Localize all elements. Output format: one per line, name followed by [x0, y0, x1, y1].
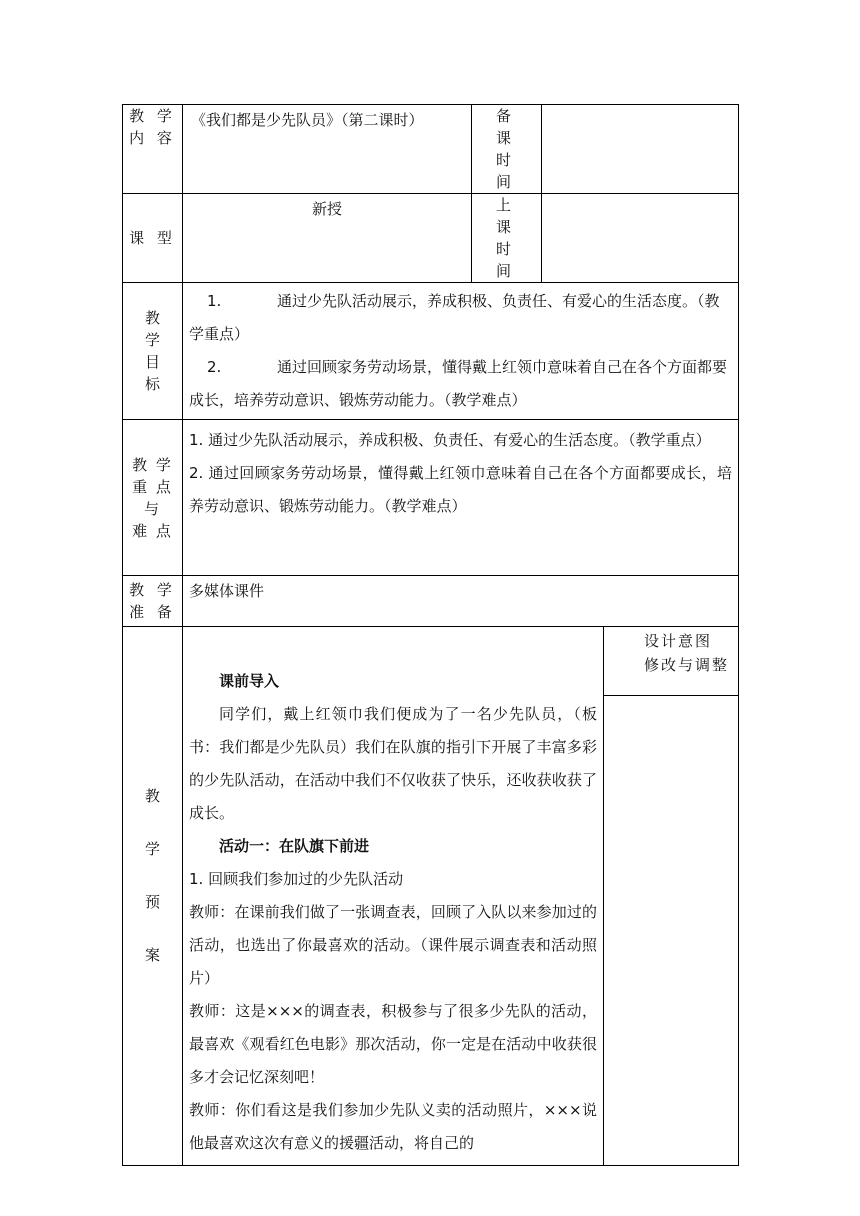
goal-text: 通过回顾家务劳动场景，懂得戴上红领巾意味着自己在各个方面都要成长，培养劳动意识、锻炼劳动能力。（教学难点）	[189, 358, 728, 409]
design-column	[604, 627, 739, 1166]
goals-label-char: 教	[144, 309, 160, 327]
dialogue-paragraph: 教师：在课前我们做了一张调查表，回顾了入队以来参加过的活动，也选出了你最喜欢的活动。（课件展示调查表和活动照片）	[189, 903, 597, 987]
goal-item	[189, 351, 732, 417]
key-points-body	[183, 420, 739, 576]
prep-value: 多媒体课件	[183, 576, 739, 627]
activity-heading: 活动一：在队旗下前进	[219, 837, 370, 855]
class-time-value	[542, 194, 739, 283]
key-points-label-line: 与	[143, 499, 161, 518]
row-goals	[123, 283, 739, 420]
content-value: 《我们都是少先队员》（第二课时）	[183, 105, 472, 194]
key-points-label-line: 教 学	[132, 455, 173, 474]
row-prep	[123, 576, 739, 627]
goal-number: 2.	[207, 358, 222, 376]
key-points-label-line: 难 点	[132, 521, 173, 540]
goals-label-char: 目	[144, 353, 160, 371]
goal-item	[189, 285, 732, 351]
plan-label-char: 预	[144, 893, 160, 911]
key-point-item: 1. 通过少先队活动展示，养成积极、负责任、有爱心的生活态度。（教学重点）	[189, 431, 711, 449]
type-label: 课 型	[123, 194, 183, 283]
goal-number: 1.	[207, 292, 222, 310]
plan-label	[123, 627, 183, 1166]
lesson-plan-table	[122, 104, 739, 1166]
plan-label-char: 教	[144, 787, 160, 805]
goal-text: 通过少先队活动展示，养成积极、负责任、有爱心的生活态度。（教学重点）	[189, 292, 720, 343]
row-type	[123, 194, 739, 283]
plan-label-char: 学	[144, 840, 160, 858]
prep-label: 教 学 准 备	[123, 576, 183, 627]
intro-text: 同学们，戴上红领巾我们便成为了一名少先队员，（板书：我们都是少先队员）我们在队旗的指引下开展了丰富多彩的少先队活动，在活动中我们不仅收获了快乐，还收获收获了成长。	[189, 705, 597, 822]
intro-heading: 课前导入	[219, 672, 280, 690]
dialogue-paragraph: 教师：你们看这是我们参加少先队义卖的活动照片，×××说他最喜欢这次有意义的援疆活动，将自己的	[189, 1101, 597, 1152]
goals-label	[123, 283, 183, 420]
plan-label-char: 案	[144, 946, 160, 964]
key-point-item: 2. 通过回顾家务劳动场景，懂得戴上红领巾意味着自己在各个方面都要成长，培养劳动意识、锻炼劳动能力。（教学难点）	[189, 464, 732, 515]
key-points-label-line: 重 点	[132, 477, 173, 496]
key-points-label	[123, 420, 183, 576]
plan-body	[183, 627, 604, 1166]
prep-time-label: 备 课 时 间	[472, 105, 542, 194]
row-key-points	[123, 420, 739, 576]
design-header-cell	[604, 627, 738, 696]
goals-label-char: 标	[144, 375, 160, 393]
row-plan	[123, 627, 739, 1166]
prep-time-value	[542, 105, 739, 194]
activity-step: 1. 回顾我们参加过的少先队活动	[189, 870, 404, 888]
type-value: 新授	[183, 194, 472, 283]
dialogue-paragraph: 教师：这是×××的调查表，积极参与了很多少先队的活动，最喜欢《观看红色电影》那次活动，你一定是在活动中收获很多才会记忆深刻吧！	[189, 1002, 597, 1086]
content-label	[123, 105, 183, 194]
goals-label-char: 学	[144, 331, 160, 349]
goals-body	[183, 283, 739, 420]
row-content	[123, 105, 739, 194]
class-time-label: 上 课 时 间	[472, 194, 542, 283]
design-header: 设计意图 修改与调整	[644, 632, 730, 674]
content-label-text: 教 学 内 容	[129, 107, 176, 147]
